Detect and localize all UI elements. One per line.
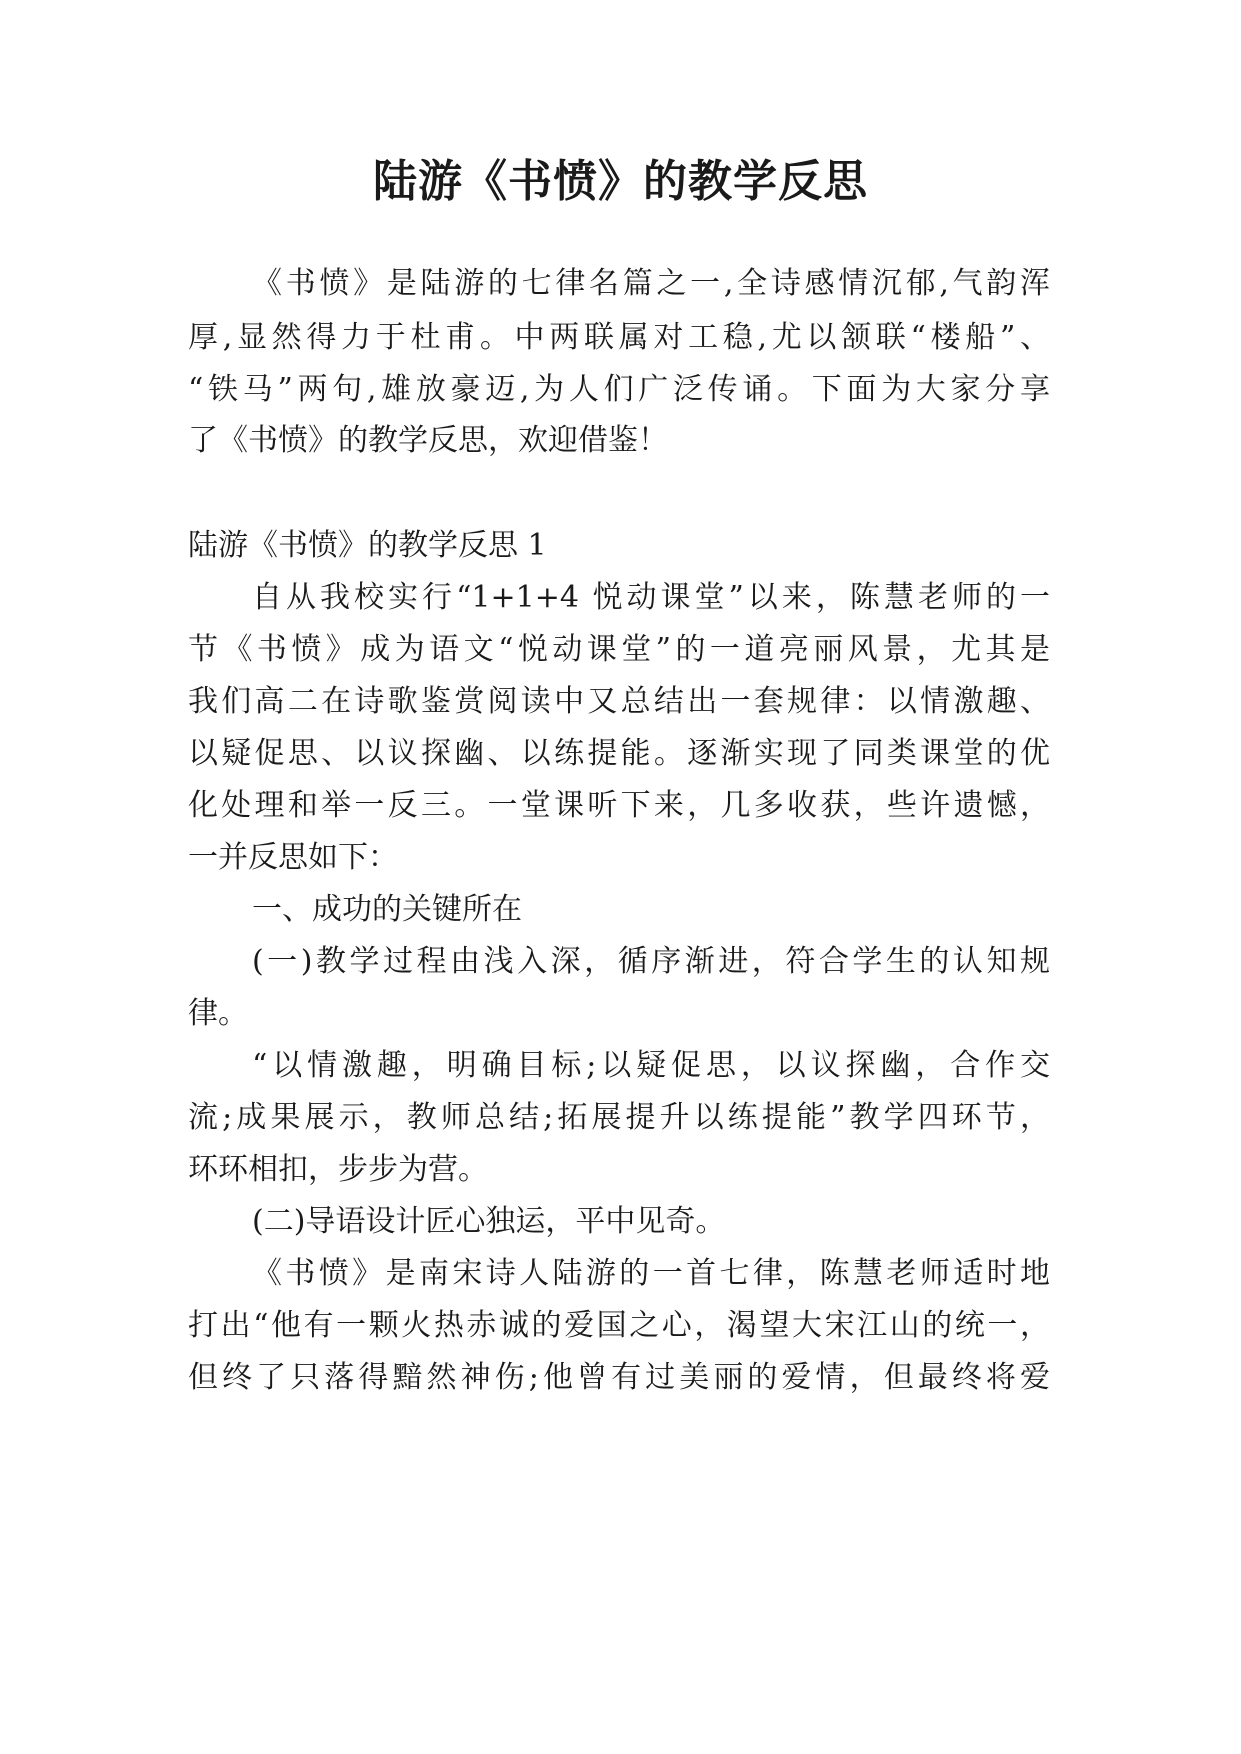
subheading: 一、成功的关键所在 bbox=[252, 892, 522, 927]
subpoint-line: 律。 bbox=[188, 996, 248, 1031]
paragraph-line: 打出“他有一颗火热赤诚的爱国之心，渴望大宋江山的统一， bbox=[188, 1308, 1050, 1343]
document-title: 陆游《书愤》的教学反思 bbox=[373, 156, 868, 207]
subpoint-line: (二)导语设计匠心独运，平中见奇。 bbox=[252, 1204, 726, 1239]
paragraph-line: 环环相扣，步步为营。 bbox=[188, 1152, 488, 1187]
intro-line: 《书愤》是陆游的七律名篇之一,全诗感情沉郁,气韵浑 bbox=[252, 266, 1050, 301]
paragraph-line: 一并反思如下： bbox=[188, 840, 398, 875]
paragraph-line: 以疑促思、以议探幽、以练提能。逐渐实现了同类课堂的优 bbox=[188, 736, 1050, 771]
subpoint-line: (一)教学过程由浅入深，循序渐进，符合学生的认知规 bbox=[252, 944, 1050, 979]
paragraph-line: 自从我校实行“1+1+4 悦动课堂”以来，陈慧老师的一 bbox=[252, 580, 1050, 615]
paragraph-line: 节《书愤》成为语文“悦动课堂”的一道亮丽风景，尤其是 bbox=[188, 632, 1050, 667]
paragraph-line: 但终了只落得黯然神伤;他曾有过美丽的爱情，但最终将爱 bbox=[188, 1360, 1050, 1395]
paragraph-line: “以情激趣，明确目标;以疑促思，以议探幽，合作交 bbox=[252, 1048, 1050, 1083]
paragraph-line: 《书愤》是南宋诗人陆游的一首七律，陈慧老师适时地 bbox=[252, 1256, 1050, 1291]
intro-line: “铁马”两句,雄放豪迈,为人们广泛传诵。下面为大家分享 bbox=[188, 372, 1050, 407]
paragraph-line: 我们高二在诗歌鉴赏阅读中又总结出一套规律：以情激趣、 bbox=[188, 684, 1050, 719]
paragraph-line: 流;成果展示，教师总结;拓展提升以练提能”教学四环节， bbox=[188, 1100, 1050, 1135]
intro-line: 厚,显然得力于杜甫。中两联属对工稳,尤以颔联“楼船”、 bbox=[188, 320, 1050, 355]
intro-line: 了《书愤》的教学反思，欢迎借鉴！ bbox=[188, 423, 668, 458]
section-heading: 陆游《书愤》的教学反思 1 bbox=[188, 528, 547, 563]
paragraph-line: 化处理和举一反三。一堂课听下来，几多收获，些许遗憾， bbox=[188, 788, 1050, 823]
